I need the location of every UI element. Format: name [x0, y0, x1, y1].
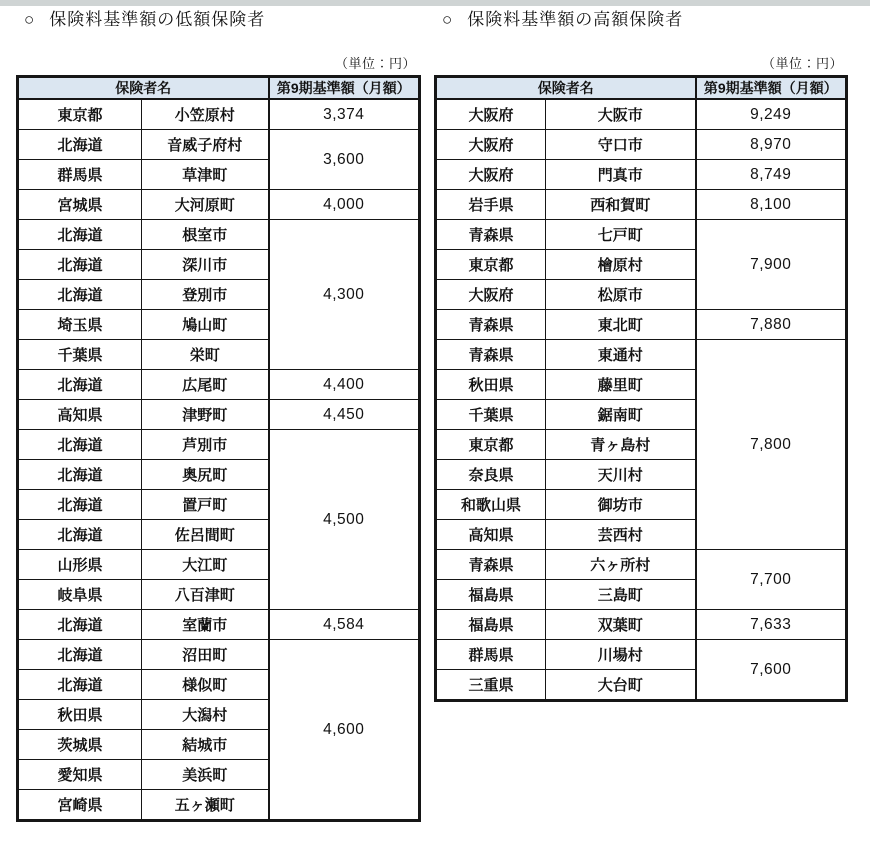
municipality-cell: 沼田町 — [142, 640, 269, 670]
municipality-cell: 藤里町 — [546, 370, 696, 400]
table-row — [18, 610, 420, 640]
table-row — [436, 220, 847, 250]
prefecture-cell: 群馬県 — [436, 640, 546, 670]
base-amount-header: 第9期基準額（月額） — [269, 77, 420, 100]
base-amount-cell: 3,600 — [269, 130, 420, 190]
insurer-name-header: 保険者名 — [18, 77, 269, 100]
municipality-cell: 七戸町 — [546, 220, 696, 250]
municipality-cell: 松原市 — [546, 280, 696, 310]
municipality-cell: 大江町 — [142, 550, 269, 580]
municipality-cell: 室蘭市 — [142, 610, 269, 640]
prefecture-cell: 岐阜県 — [18, 580, 142, 610]
prefecture-cell: 北海道 — [18, 490, 142, 520]
table-row — [18, 370, 420, 400]
low-premium-title-text: 保険料基準額の低額保険者 — [49, 10, 266, 29]
high-premium-title-text: 保険料基準額の高額保険者 — [467, 10, 684, 29]
prefecture-cell: 青森県 — [436, 220, 546, 250]
municipality-cell: 鳩山町 — [142, 310, 269, 340]
base-amount-cell: 7,600 — [696, 640, 847, 701]
municipality-cell: 様似町 — [142, 670, 269, 700]
unit-label: （単位：円） — [761, 56, 843, 71]
low-premium-title — [24, 8, 418, 32]
table-row — [436, 160, 847, 190]
base-amount-cell: 4,400 — [269, 370, 420, 400]
municipality-cell: 東北町 — [546, 310, 696, 340]
base-amount-cell: 8,749 — [696, 160, 847, 190]
base-amount-cell: 4,584 — [269, 610, 420, 640]
base-amount-cell: 4,600 — [269, 640, 420, 821]
municipality-cell: 美浜町 — [142, 760, 269, 790]
prefecture-cell: 大阪府 — [436, 280, 546, 310]
municipality-cell: 大阪市 — [546, 99, 696, 130]
prefecture-cell: 北海道 — [18, 220, 142, 250]
prefecture-cell: 三重県 — [436, 670, 546, 701]
prefecture-cell: 北海道 — [18, 250, 142, 280]
municipality-cell: 置戸町 — [142, 490, 269, 520]
table-row — [436, 130, 847, 160]
low-premium-table — [16, 75, 421, 822]
low-premium-table-body — [18, 99, 420, 821]
municipality-cell: 大潟村 — [142, 700, 269, 730]
prefecture-cell: 和歌山県 — [436, 490, 546, 520]
municipality-cell: 草津町 — [142, 160, 269, 190]
municipality-cell: 結城市 — [142, 730, 269, 760]
base-amount-cell: 7,880 — [696, 310, 847, 340]
prefecture-cell: 東京都 — [18, 99, 142, 130]
municipality-cell: 川場村 — [546, 640, 696, 670]
high-premium-title — [442, 8, 845, 32]
table-row — [436, 99, 847, 130]
prefecture-cell: 千葉県 — [18, 340, 142, 370]
municipality-cell: 天川村 — [546, 460, 696, 490]
prefecture-cell: 高知県 — [436, 520, 546, 550]
municipality-cell: 栄町 — [142, 340, 269, 370]
base-amount-cell: 7,800 — [696, 340, 847, 550]
base-amount-header: 第9期基準額（月額） — [696, 77, 847, 100]
base-amount-cell: 4,000 — [269, 190, 420, 220]
base-amount-cell: 7,700 — [696, 550, 847, 610]
table-row — [18, 430, 420, 460]
table-row — [436, 610, 847, 640]
table-row — [18, 400, 420, 430]
base-amount-cell: 7,900 — [696, 220, 847, 310]
municipality-cell: 青ヶ島村 — [546, 430, 696, 460]
municipality-cell: 三島町 — [546, 580, 696, 610]
prefecture-cell: 青森県 — [436, 310, 546, 340]
prefecture-cell: 福島県 — [436, 610, 546, 640]
prefecture-cell: 大阪府 — [436, 160, 546, 190]
high-premium-table — [434, 75, 848, 702]
high-premium-section — [434, 8, 845, 702]
municipality-cell: 登別市 — [142, 280, 269, 310]
prefecture-cell: 愛知県 — [18, 760, 142, 790]
table-row — [18, 130, 420, 160]
base-amount-cell: 7,633 — [696, 610, 847, 640]
base-amount-cell: 8,970 — [696, 130, 847, 160]
municipality-cell: 六ヶ所村 — [546, 550, 696, 580]
prefecture-cell: 秋田県 — [436, 370, 546, 400]
table-header-row — [18, 77, 420, 100]
prefecture-cell: 奈良県 — [436, 460, 546, 490]
prefecture-cell: 宮崎県 — [18, 790, 142, 821]
base-amount-cell: 3,374 — [269, 99, 420, 130]
base-amount-cell: 8,100 — [696, 190, 847, 220]
prefecture-cell: 北海道 — [18, 640, 142, 670]
prefecture-cell: 山形県 — [18, 550, 142, 580]
prefecture-cell: 北海道 — [18, 520, 142, 550]
table-row — [436, 340, 847, 370]
circle-marker: ○ — [24, 10, 36, 29]
prefecture-cell: 北海道 — [18, 130, 142, 160]
prefecture-cell: 埼玉県 — [18, 310, 142, 340]
municipality-cell: 津野町 — [142, 400, 269, 430]
table-row — [18, 220, 420, 250]
municipality-cell: 小笠原村 — [142, 99, 269, 130]
prefecture-cell: 北海道 — [18, 370, 142, 400]
table-row — [436, 310, 847, 340]
prefecture-cell: 宮城県 — [18, 190, 142, 220]
unit-label: （単位：円） — [334, 56, 416, 71]
municipality-cell: 芦別市 — [142, 430, 269, 460]
base-amount-cell: 4,450 — [269, 400, 420, 430]
municipality-cell: 深川市 — [142, 250, 269, 280]
window-top-strip — [0, 0, 870, 6]
municipality-cell: 芸西村 — [546, 520, 696, 550]
prefecture-cell: 北海道 — [18, 670, 142, 700]
municipality-cell: 八百津町 — [142, 580, 269, 610]
prefecture-cell: 岩手県 — [436, 190, 546, 220]
prefecture-cell: 大阪府 — [436, 130, 546, 160]
prefecture-cell: 秋田県 — [18, 700, 142, 730]
municipality-cell: 門真市 — [546, 160, 696, 190]
municipality-cell: 双葉町 — [546, 610, 696, 640]
table-row — [18, 190, 420, 220]
table-row — [436, 550, 847, 580]
municipality-cell: 奥尻町 — [142, 460, 269, 490]
prefecture-cell: 高知県 — [18, 400, 142, 430]
low-premium-section — [16, 8, 418, 822]
municipality-cell: 佐呂間町 — [142, 520, 269, 550]
prefecture-cell: 福島県 — [436, 580, 546, 610]
prefecture-cell: 北海道 — [18, 280, 142, 310]
municipality-cell: 広尾町 — [142, 370, 269, 400]
prefecture-cell: 東京都 — [436, 430, 546, 460]
municipality-cell: 西和賀町 — [546, 190, 696, 220]
municipality-cell: 五ヶ瀬町 — [142, 790, 269, 821]
municipality-cell: 東通村 — [546, 340, 696, 370]
prefecture-cell: 北海道 — [18, 430, 142, 460]
prefecture-cell: 青森県 — [436, 550, 546, 580]
table-row — [436, 640, 847, 670]
municipality-cell: 鋸南町 — [546, 400, 696, 430]
prefecture-cell: 北海道 — [18, 460, 142, 490]
table-header-row — [436, 77, 847, 100]
high-premium-table-body — [436, 99, 847, 701]
base-amount-cell: 4,500 — [269, 430, 420, 610]
prefecture-cell: 群馬県 — [18, 160, 142, 190]
insurer-name-header: 保険者名 — [436, 77, 696, 100]
municipality-cell: 守口市 — [546, 130, 696, 160]
prefecture-cell: 東京都 — [436, 250, 546, 280]
table-row — [18, 640, 420, 670]
municipality-cell: 根室市 — [142, 220, 269, 250]
municipality-cell: 大河原町 — [142, 190, 269, 220]
prefecture-cell: 大阪府 — [436, 99, 546, 130]
table-row — [18, 99, 420, 130]
municipality-cell: 音威子府村 — [142, 130, 269, 160]
prefecture-cell: 千葉県 — [436, 400, 546, 430]
prefecture-cell: 茨城県 — [18, 730, 142, 760]
municipality-cell: 檜原村 — [546, 250, 696, 280]
base-amount-cell: 9,249 — [696, 99, 847, 130]
prefecture-cell: 青森県 — [436, 340, 546, 370]
prefecture-cell: 北海道 — [18, 610, 142, 640]
circle-marker: ○ — [442, 10, 454, 29]
municipality-cell: 御坊市 — [546, 490, 696, 520]
municipality-cell: 大台町 — [546, 670, 696, 701]
table-row — [436, 190, 847, 220]
base-amount-cell: 4,300 — [269, 220, 420, 370]
